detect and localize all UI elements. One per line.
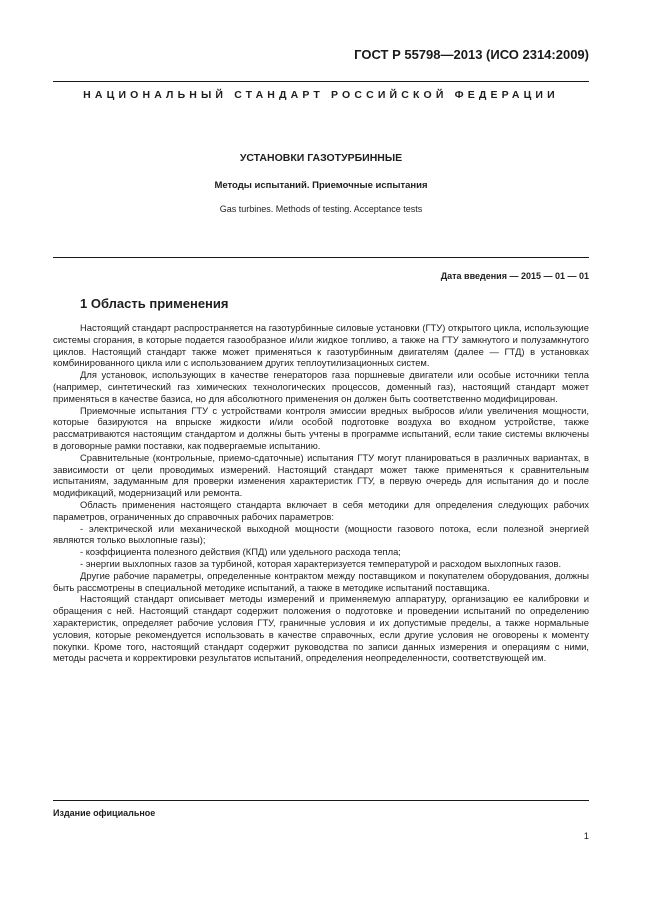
- page-number: 1: [583, 831, 589, 842]
- document-title-english: Gas turbines. Methods of testing. Acceptance tests: [219, 204, 423, 214]
- section-heading: 1 Область применения: [80, 296, 229, 311]
- document-subtitle: Методы испытаний. Приемочные испытания: [214, 180, 428, 191]
- title-divider: [53, 257, 589, 258]
- list-item: - электрической или механической выходной мощности (мощности газового потока, если полезной энергией являются только выхлопные газы);: [53, 522, 589, 546]
- paragraph: Область применения настоящего стандарта включает в себя методики для определения следующих рабочих параметров, ограниченных до справочных рабочих параметров:: [53, 498, 589, 522]
- footer-rule: [53, 800, 589, 801]
- document-title: УСТАНОВКИ ГАЗОТУРБИННЫЕ: [239, 152, 403, 164]
- section-body: [53, 322, 589, 664]
- paragraph: Настоящий стандарт описывает методы измерений и применяемую аппаратуру, организацию ее калибровки и обращения с ней. Настоящий стандарт содержит положения о подготовке и проведении испытаний по определению характеристик, определяет рабочие условия ГТУ, граничные условия и их допустимые пределы, а также нормальные условия, которые рекомендуется использовать в качестве справочных, если другие условия не оговорены к моменту покупки. Кроме того, настоящий стандарт содержит руководства по записи данных измерения и операциям с ними, методы расчета и корректировки результатов испытаний, определения неопределенности, соответствующей им.: [53, 593, 589, 664]
- list-item: - коэффициента полезного действия (КПД) или удельного расхода тепла;: [80, 546, 401, 558]
- paragraph: Другие рабочие параметры, определенные контрактом между поставщиком и покупателем оборудования, должны быть рассмотрены в специальной методике испытаний, а также в методике испытаний поставщика.: [53, 569, 589, 593]
- list-item: - энергии выхлопных газов за турбиной, которая характеризуется температурой и расходом выхлопных газов.: [80, 557, 562, 569]
- paragraph: Настоящий стандарт распространяется на газотурбинные силовые установки (ГТУ) открытого цикла, использующие системы сгорания, в которые подается газообразное и/или жидкое топливо, а также на ГТУ замкнутого и полузамкнутого циклов. Настоящий стандарт также может применяться к газотурбинным двигателям (далее — ГТД) в установках комбинированного цикла или с использованием других теплоутилизационных систем.: [53, 322, 589, 369]
- edition-note: Издание официальное: [53, 808, 156, 818]
- document-code: ГОСТ Р 55798—2013 (ИСО 2314:2009): [354, 47, 589, 62]
- paragraph: Для установок, использующих в качестве генераторов газа поршневые двигатели или особые источники тепла (например, синтетический газ химических технологических процессов, доменный газ), настоящий стандарт может применяться в качестве базиса, но для абсолютного применения он должен быть соответственно модифицирован.: [53, 369, 589, 404]
- national-standard-banner: НАЦИОНАЛЬНЫЙ СТАНДАРТ РОССИЙСКОЙ ФЕДЕРАЦИИ: [83, 89, 559, 101]
- top-rule: [53, 81, 589, 82]
- introduction-date: Дата введения — 2015 — 01 — 01: [440, 271, 589, 281]
- paragraph: Приемочные испытания ГТУ с устройствами контроля эмиссии вредных выбросов и/или увеличения мощности, которые базируются на впрыске жидкости и/или особой подготовке воздуха во входном устройстве, также рассматриваются настоящим стандартом и должны быть учтены в программе испытаний, если такие системы включены в договорные рамки поставки, как подвергаемые испытанию.: [53, 404, 589, 451]
- paragraph: Сравнительные (контрольные, приемо-сдаточные) испытания ГТУ могут планироваться в различных вариантах, в зависимости от цели проводимых измерений. Настоящий стандарт может также применяться к сравнительным испытаниям, задуманным для проверки изменения характеристик ГТУ, в первую очередь для испытания до и после модификаций, модернизаций или ремонта.: [53, 451, 589, 499]
